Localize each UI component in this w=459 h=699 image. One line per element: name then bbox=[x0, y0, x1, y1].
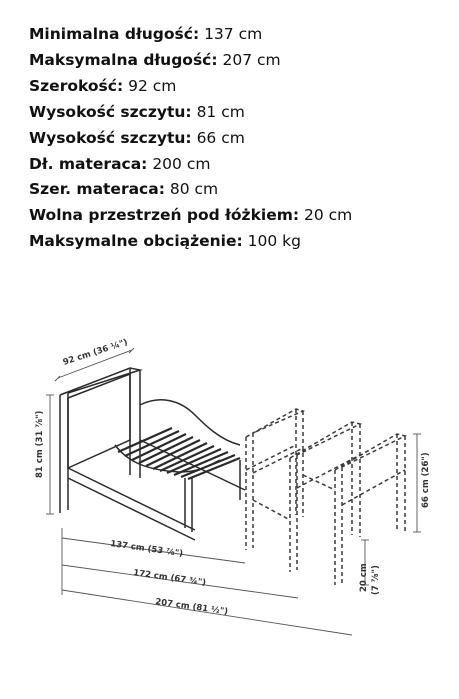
length-max-label: 207 cm (81 ½") bbox=[154, 597, 229, 618]
extension-sections bbox=[246, 409, 405, 585]
spec-width bbox=[29, 74, 352, 100]
spec-label: Dł. materaca: bbox=[29, 154, 148, 173]
spec-label: Szer. materaca: bbox=[29, 180, 165, 199]
spec-label: Wysokość szczytu: bbox=[29, 102, 192, 121]
footboard-height-label: 66 cm (26") bbox=[421, 452, 431, 508]
spec-max-load bbox=[29, 229, 352, 255]
clearance-label: 20 cm bbox=[359, 563, 369, 592]
spec-value: 66 cm bbox=[191, 128, 245, 147]
length-min-label: 137 cm (53 ⅞") bbox=[109, 539, 184, 560]
spec-value: 100 kg bbox=[242, 232, 301, 251]
spec-max-length bbox=[29, 48, 352, 74]
spec-under-bed-clearance bbox=[29, 203, 352, 229]
length-mid-label: 172 cm (67 ¾") bbox=[132, 568, 207, 589]
spec-value: 20 cm bbox=[299, 206, 353, 225]
spec-headboard-height bbox=[29, 100, 352, 126]
spec-label: Szerokość: bbox=[29, 76, 124, 95]
spec-value: 137 cm bbox=[199, 25, 263, 43]
spec-min-length bbox=[29, 22, 352, 48]
spec-value: 92 cm bbox=[123, 76, 177, 95]
spec-label: Minimalna długość: bbox=[29, 25, 200, 43]
spec-footboard-height bbox=[29, 126, 352, 152]
spec-label: Wolna przestrzeń pod łóżkiem: bbox=[29, 206, 300, 225]
specifications-list bbox=[29, 22, 352, 255]
spec-value: 207 cm bbox=[217, 50, 281, 69]
bed-frame bbox=[60, 368, 245, 540]
spec-value: 81 cm bbox=[191, 102, 245, 121]
spec-value: 200 cm bbox=[147, 154, 211, 173]
spec-value: 80 cm bbox=[164, 180, 219, 199]
spec-label: Maksymalna długość: bbox=[29, 50, 218, 69]
spec-label: Maksymalne obciążenie: bbox=[29, 232, 243, 251]
width-dimension-label: 92 cm (36 ¼") bbox=[61, 337, 130, 368]
bed-dimension-diagram bbox=[0, 320, 459, 680]
height-dimension-label: 81 cm (31 ⅞") bbox=[35, 410, 45, 478]
spec-mattress-length bbox=[29, 152, 352, 178]
spec-label: Wysokość szczytu: bbox=[29, 128, 192, 147]
spec-mattress-width bbox=[29, 177, 352, 203]
clearance-inch-label: (7 ⅞") bbox=[371, 565, 381, 595]
